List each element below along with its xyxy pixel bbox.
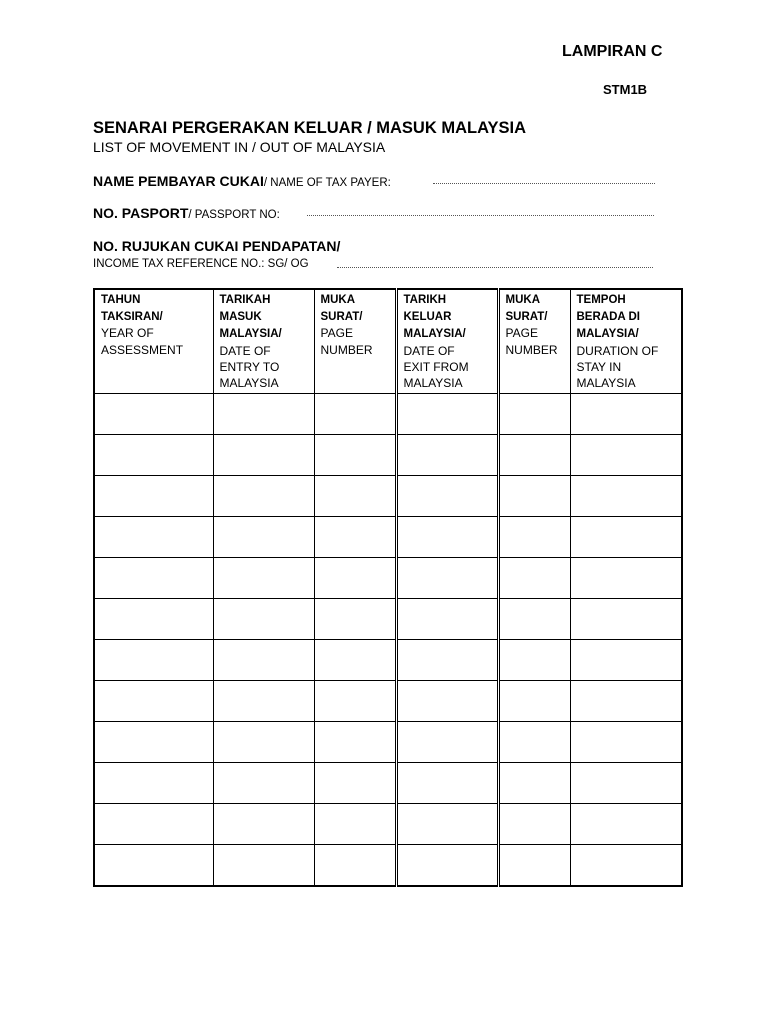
table-row	[94, 558, 682, 599]
cell-entry-page-number[interactable]	[314, 763, 396, 804]
cell-date-of-exit[interactable]	[396, 681, 498, 722]
cell-date-of-exit[interactable]	[396, 599, 498, 640]
taxpayer-name-label	[93, 174, 391, 190]
cell-exit-page-number[interactable]	[498, 804, 570, 845]
cell-exit-page-number[interactable]	[498, 394, 570, 435]
cell-date-of-exit[interactable]	[396, 558, 498, 599]
cell-date-of-exit[interactable]	[396, 517, 498, 558]
cell-year-of-assessment[interactable]	[94, 476, 213, 517]
cell-duration-of-stay[interactable]	[570, 517, 682, 558]
cell-exit-page-number[interactable]	[498, 845, 570, 887]
cell-exit-page-number[interactable]	[498, 722, 570, 763]
cell-duration-of-stay[interactable]	[570, 722, 682, 763]
cell-entry-page-number[interactable]	[314, 558, 396, 599]
cell-exit-page-number[interactable]	[498, 640, 570, 681]
cell-duration-of-stay[interactable]	[570, 681, 682, 722]
passport-label-english: / PASSPORT NO:	[188, 209, 280, 221]
table-row	[94, 804, 682, 845]
passport-field[interactable]	[307, 215, 654, 216]
table-row	[94, 640, 682, 681]
cell-exit-page-number[interactable]	[498, 599, 570, 640]
cell-date-of-entry[interactable]	[213, 517, 314, 558]
cell-date-of-entry[interactable]	[213, 681, 314, 722]
cell-entry-page-number[interactable]	[314, 804, 396, 845]
cell-date-of-exit[interactable]	[396, 845, 498, 887]
cell-exit-page-number[interactable]	[498, 517, 570, 558]
column-header-duration-of-stay: TEMPOH BERADA DI MALAYSIA/ DURATION OF STAY IN MALAYSIA	[570, 289, 682, 394]
cell-date-of-entry[interactable]	[213, 558, 314, 599]
table-row	[94, 681, 682, 722]
cell-year-of-assessment[interactable]	[94, 722, 213, 763]
cell-year-of-assessment[interactable]	[94, 435, 213, 476]
tax-reference-label-malay: NO. RUJUKAN CUKAI PENDAPATAN/	[93, 238, 341, 254]
movement-table-body	[94, 394, 682, 887]
passport-label-malay: NO. PASPORT	[93, 205, 189, 221]
table-row	[94, 517, 682, 558]
cell-date-of-entry[interactable]	[213, 763, 314, 804]
cell-year-of-assessment[interactable]	[94, 804, 213, 845]
annex-label: LAMPIRAN C	[562, 43, 663, 60]
cell-year-of-assessment[interactable]	[94, 394, 213, 435]
cell-duration-of-stay[interactable]	[570, 640, 682, 681]
cell-date-of-entry[interactable]	[213, 804, 314, 845]
table-row	[94, 435, 682, 476]
cell-entry-page-number[interactable]	[314, 640, 396, 681]
cell-entry-page-number[interactable]	[314, 599, 396, 640]
cell-exit-page-number[interactable]	[498, 681, 570, 722]
cell-entry-page-number[interactable]	[314, 517, 396, 558]
table-row	[94, 763, 682, 804]
column-header-exit-page-number: MUKA SURAT/ PAGE NUMBER	[498, 289, 570, 394]
movement-table	[93, 288, 683, 887]
cell-date-of-exit[interactable]	[396, 763, 498, 804]
cell-exit-page-number[interactable]	[498, 476, 570, 517]
taxpayer-name-field[interactable]	[433, 183, 655, 184]
cell-entry-page-number[interactable]	[314, 394, 396, 435]
cell-duration-of-stay[interactable]	[570, 558, 682, 599]
table-row	[94, 845, 682, 887]
passport-label	[93, 206, 280, 222]
column-header-entry-page-number: MUKA SURAT/ PAGE NUMBER	[314, 289, 396, 394]
form-code: STM1B	[603, 82, 648, 97]
cell-date-of-entry[interactable]	[213, 722, 314, 763]
cell-date-of-exit[interactable]	[396, 722, 498, 763]
column-header-year-of-assessment: TAHUN TAKSIRAN/ YEAR OF ASSESSMENT	[94, 289, 213, 394]
cell-date-of-entry[interactable]	[213, 476, 314, 517]
cell-year-of-assessment[interactable]	[94, 558, 213, 599]
cell-exit-page-number[interactable]	[498, 763, 570, 804]
cell-duration-of-stay[interactable]	[570, 394, 682, 435]
cell-date-of-exit[interactable]	[396, 435, 498, 476]
cell-date-of-exit[interactable]	[396, 640, 498, 681]
table-row	[94, 394, 682, 435]
cell-entry-page-number[interactable]	[314, 476, 396, 517]
cell-entry-page-number[interactable]	[314, 722, 396, 763]
taxpayer-name-label-english: / NAME OF TAX PAYER:	[263, 177, 391, 189]
cell-date-of-exit[interactable]	[396, 476, 498, 517]
cell-year-of-assessment[interactable]	[94, 763, 213, 804]
cell-entry-page-number[interactable]	[314, 435, 396, 476]
table-header-row	[94, 289, 682, 394]
table-row	[94, 722, 682, 763]
cell-date-of-entry[interactable]	[213, 394, 314, 435]
form-title-english: LIST OF MOVEMENT IN / OUT OF MALAYSIA	[93, 139, 386, 155]
table-row	[94, 476, 682, 517]
cell-date-of-entry[interactable]	[213, 599, 314, 640]
cell-year-of-assessment[interactable]	[94, 640, 213, 681]
cell-year-of-assessment[interactable]	[94, 681, 213, 722]
cell-year-of-assessment[interactable]	[94, 845, 213, 887]
cell-entry-page-number[interactable]	[314, 845, 396, 887]
cell-duration-of-stay[interactable]	[570, 476, 682, 517]
cell-exit-page-number[interactable]	[498, 558, 570, 599]
cell-duration-of-stay[interactable]	[570, 599, 682, 640]
cell-duration-of-stay[interactable]	[570, 804, 682, 845]
taxpayer-name-label-malay: NAME PEMBAYAR CUKAI	[93, 173, 264, 189]
cell-year-of-assessment[interactable]	[94, 517, 213, 558]
cell-exit-page-number[interactable]	[498, 435, 570, 476]
cell-duration-of-stay[interactable]	[570, 845, 682, 887]
cell-date-of-entry[interactable]	[213, 435, 314, 476]
cell-date-of-exit[interactable]	[396, 394, 498, 435]
cell-date-of-entry[interactable]	[213, 845, 314, 887]
table-row	[94, 599, 682, 640]
form-title-malay: SENARAI PERGERAKAN KELUAR / MASUK MALAYSIA	[93, 119, 527, 137]
tax-reference-label-english: INCOME TAX REFERENCE NO.: SG/ OG	[93, 258, 309, 270]
column-header-date-of-exit: TARIKH KELUAR MALAYSIA/ DATE OF EXIT FROM MALAYSIA	[396, 289, 498, 394]
column-header-date-of-entry: TARIKAH MASUK MALAYSIA/ DATE OF ENTRY TO MALAYSIA	[213, 289, 314, 394]
cell-year-of-assessment[interactable]	[94, 599, 213, 640]
cell-entry-page-number[interactable]	[314, 681, 396, 722]
cell-duration-of-stay[interactable]	[570, 435, 682, 476]
cell-duration-of-stay[interactable]	[570, 763, 682, 804]
cell-date-of-exit[interactable]	[396, 804, 498, 845]
tax-reference-field[interactable]	[337, 267, 653, 268]
cell-date-of-entry[interactable]	[213, 640, 314, 681]
